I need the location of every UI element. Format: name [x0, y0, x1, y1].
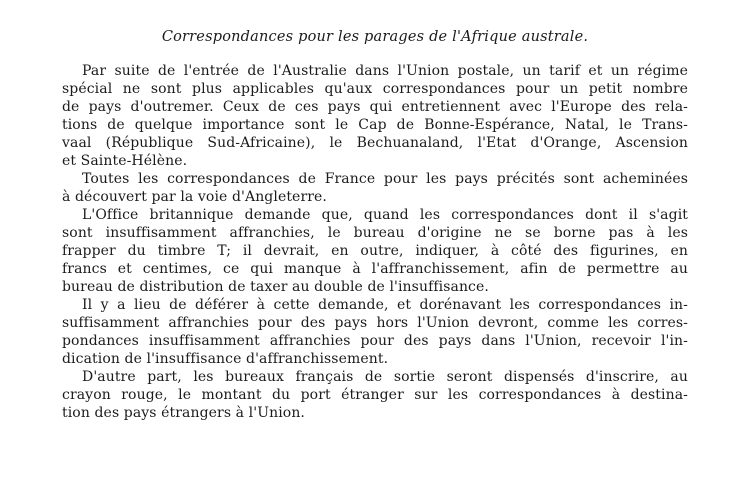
text-line: de pays d'outremer. Ceux de ces pays qui entretiennent avec l'Europe des rela-: [62, 99, 688, 115]
text-line: L'Office britannique demande que, quand les correspondances dont il s'agit: [82, 207, 688, 223]
text-line: Toutes les correspondances de France pour les pays précités sont acheminées: [82, 171, 688, 187]
text-line: et Sainte-Hélène.: [62, 153, 188, 169]
paragraph: [62, 62, 688, 170]
text-line: pondances insuffisamment affranchies pour des pays dans l'Union, recevoir l'in-: [62, 333, 688, 349]
text-line: spécial ne sont plus applicables qu'aux correspondances pour un petit nombre: [62, 81, 688, 97]
text-line: Par suite de l'entrée de l'Australie dans l'Union postale, un tarif et un régime: [82, 63, 688, 79]
text-line: à découvert par la voie d'Angleterre.: [62, 189, 327, 205]
text-line: suffisamment affranchies pour des pays hors l'Union devront, comme les corres-: [62, 315, 688, 331]
text-line: Il y a lieu de déférer à cette demande, et dorénavant les correspondances in-: [82, 297, 688, 313]
text-line: tion des pays étrangers à l'Union.: [62, 405, 305, 421]
document-text-block: [62, 28, 688, 422]
document-body: [62, 62, 688, 422]
paragraph: [62, 206, 688, 296]
text-line: tions de quelque importance sont le Cap de Bonne-Espérance, Natal, le Trans-: [62, 117, 688, 133]
paragraph: [62, 296, 688, 368]
text-line: vaal (République Sud-Africaine), le Bechuanaland, l'Etat d'Orange, Ascension: [62, 135, 688, 151]
text-line: francs et centimes, ce qui manque à l'affranchissement, afin de permettre au: [62, 261, 688, 277]
paragraph: [62, 368, 688, 422]
text-line: D'autre part, les bureaux français de sortie seront dispensés d'inscrire, au: [82, 369, 688, 385]
text-line: crayon rouge, le montant du port étranger sur les correspondances à destina-: [62, 387, 688, 403]
text-line: frapper du timbre T; il devrait, en outre, indiquer, à côté des figurines, en: [62, 243, 688, 259]
document-title: Correspondances pour les parages de l'Afrique australe.: [161, 29, 589, 45]
paragraph: [62, 170, 688, 206]
text-line: dication de l'insuffisance d'affranchissement.: [62, 351, 389, 367]
text-line: bureau de distribution de taxer au double de l'insuffisance.: [62, 279, 489, 295]
text-line: sont insuffisamment affranchies, le bureau d'origine ne se borne pas à les: [62, 225, 688, 241]
